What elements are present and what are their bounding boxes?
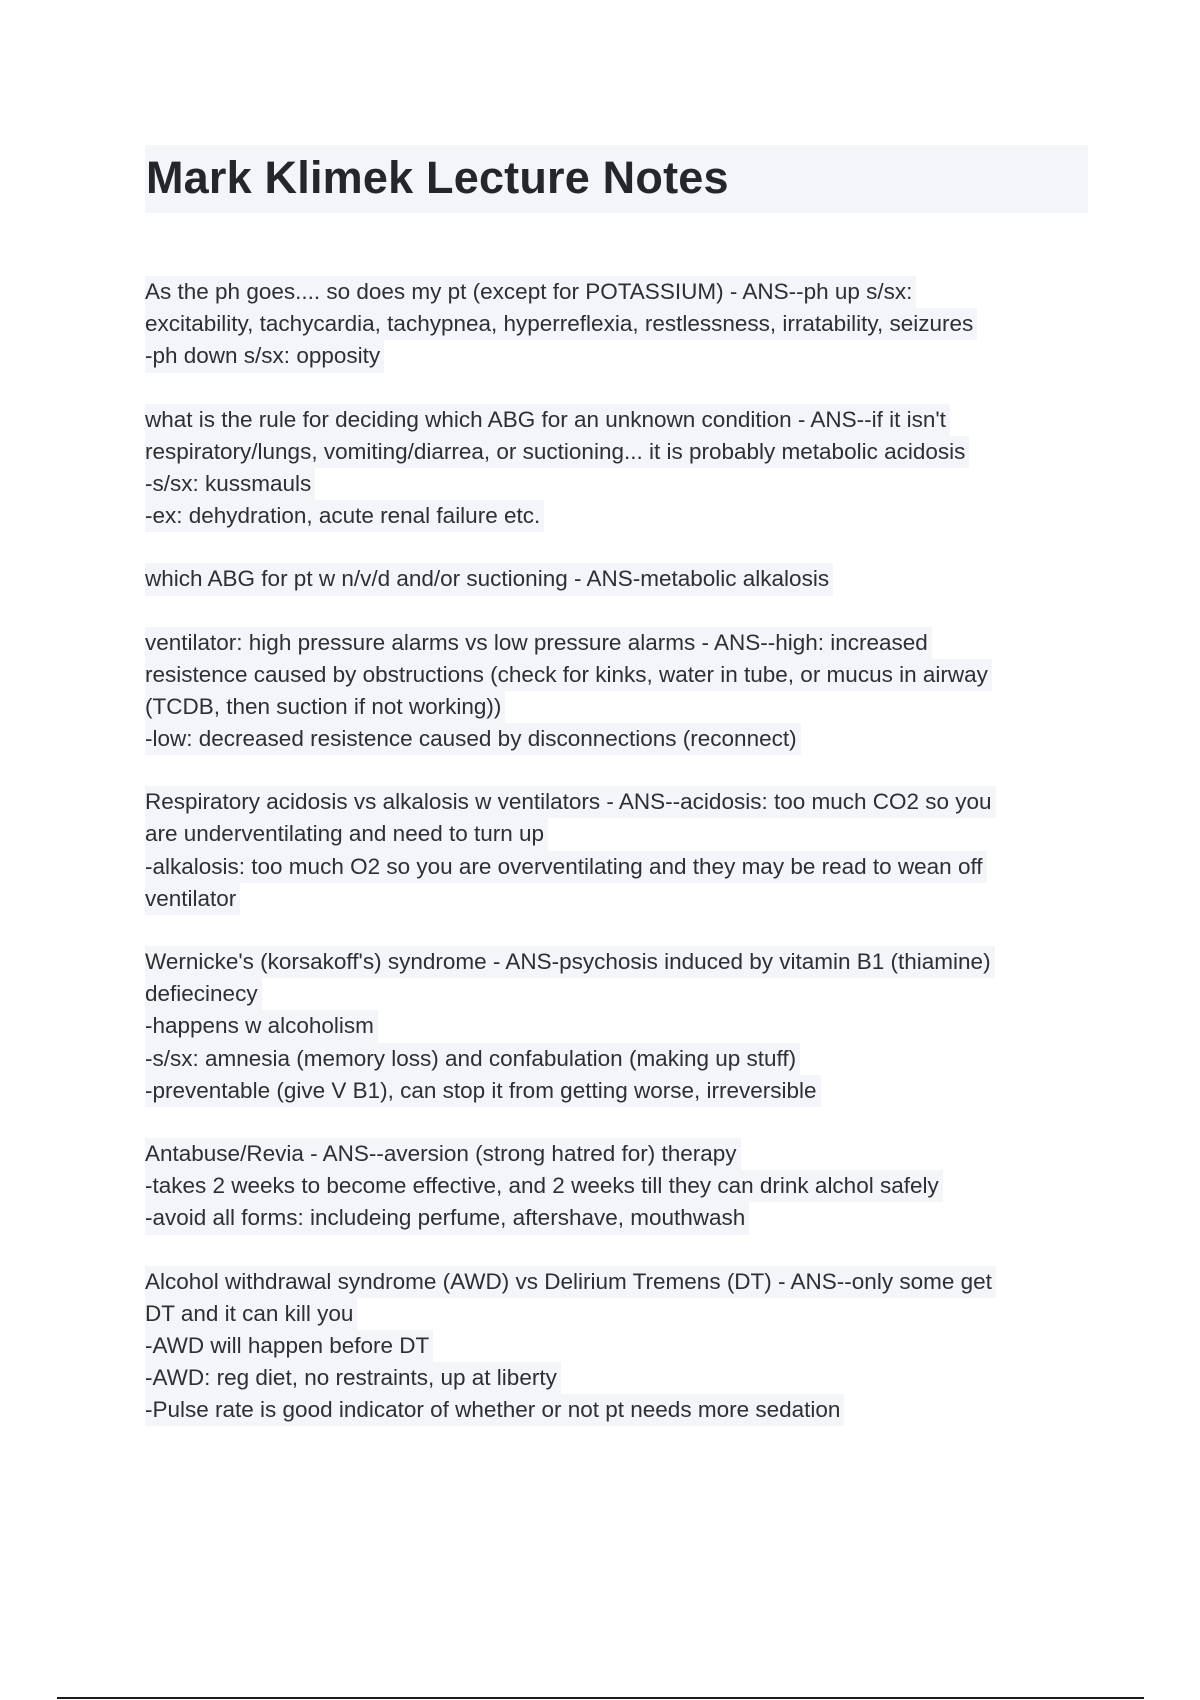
note-line-row: [145, 563, 1085, 595]
note-line-row: [145, 436, 1085, 468]
page-title: Mark Klimek Lecture Notes: [146, 152, 729, 203]
note-line-row: [145, 1298, 1085, 1330]
note-block: [145, 276, 1085, 373]
note-block: [145, 404, 1085, 533]
note-line-row: [145, 659, 1085, 691]
note-line-row: [145, 1010, 1085, 1042]
note-line: are underventilating and need to turn up: [145, 818, 548, 850]
note-line: -low: decreased resistence caused by disconnections (reconnect): [145, 723, 801, 755]
note-line-row: [145, 500, 1085, 532]
note-line: -alkalosis: too much O2 so you are overventilating and they may be read to wean off: [145, 851, 987, 883]
note-line: excitability, tachycardia, tachypnea, hyperreflexia, restlessness, irratability, seizures: [145, 308, 977, 340]
note-line: -s/sx: kussmauls: [145, 468, 315, 500]
note-line: -ph down s/sx: opposity: [145, 340, 384, 372]
note-line: defiecinecy: [145, 978, 262, 1010]
note-line-row: [145, 786, 1085, 818]
note-line: respiratory/lungs, vomiting/diarrea, or suctioning... it is probably metabolic acidosis: [145, 436, 969, 468]
note-line: -AWD: reg diet, no restraints, up at liberty: [145, 1362, 561, 1394]
note-line: -takes 2 weeks to become effective, and 2 weeks till they can drink alchol safely: [145, 1170, 943, 1202]
note-line-row: [145, 818, 1085, 850]
note-line: -avoid all forms: includeing perfume, aftershave, mouthwash: [145, 1202, 749, 1234]
note-line-row: [145, 1330, 1085, 1362]
note-line-row: [145, 723, 1085, 755]
note-line: Wernicke's (korsakoff's) syndrome - ANS-psychosis induced by vitamin B1 (thiamine): [145, 946, 995, 978]
note-line-row: [145, 1362, 1085, 1394]
note-line: ventilator: [145, 883, 240, 915]
note-line: -preventable (give V B1), can stop it from getting worse, irreversible: [145, 1075, 821, 1107]
note-line-row: [145, 1075, 1085, 1107]
note-block: [145, 946, 1085, 1107]
note-line-row: [145, 1394, 1085, 1426]
note-line-row: [145, 946, 1085, 978]
footer-divider: [57, 1697, 1144, 1699]
note-block: [145, 627, 1085, 756]
note-line: (TCDB, then suction if not working)): [145, 691, 505, 723]
note-line-row: [145, 883, 1085, 915]
note-line-row: [145, 276, 1085, 308]
note-line: resistence caused by obstructions (check for kinks, water in tube, or mucus in airway: [145, 659, 992, 691]
note-line: -AWD will happen before DT: [145, 1330, 433, 1362]
note-line: DT and it can kill you: [145, 1298, 357, 1330]
note-block: [145, 563, 1085, 595]
notes-list: [145, 276, 1085, 1457]
note-line-row: [145, 1266, 1085, 1298]
note-line-row: [145, 691, 1085, 723]
note-line: which ABG for pt w n/v/d and/or suctioning - ANS-metabolic alkalosis: [145, 563, 833, 595]
note-line: Respiratory acidosis vs alkalosis w ventilators - ANS--acidosis: too much CO2 so you: [145, 786, 996, 818]
note-line-row: [145, 1202, 1085, 1234]
note-line-row: [145, 404, 1085, 436]
note-line: what is the rule for deciding which ABG for an unknown condition - ANS--if it isn't: [145, 404, 950, 436]
note-line-row: [145, 468, 1085, 500]
note-line: -ex: dehydration, acute renal failure etc.: [145, 500, 544, 532]
note-line-row: [145, 340, 1085, 372]
note-line: Alcohol withdrawal syndrome (AWD) vs Delirium Tremens (DT) - ANS--only some get: [145, 1266, 996, 1298]
note-line-row: [145, 1138, 1085, 1170]
note-line-row: [145, 627, 1085, 659]
note-line: -Pulse rate is good indicator of whether or not pt needs more sedation: [145, 1394, 844, 1426]
note-line: Antabuse/Revia - ANS--aversion (strong hatred for) therapy: [145, 1138, 741, 1170]
note-line-row: [145, 851, 1085, 883]
note-line-row: [145, 978, 1085, 1010]
note-line: -happens w alcoholism: [145, 1010, 378, 1042]
note-line: ventilator: high pressure alarms vs low pressure alarms - ANS--high: increased: [145, 627, 932, 659]
note-line-row: [145, 308, 1085, 340]
note-line-row: [145, 1170, 1085, 1202]
note-block: [145, 786, 1085, 915]
note-block: [145, 1138, 1085, 1235]
note-line-row: [145, 1043, 1085, 1075]
note-line: -s/sx: amnesia (memory loss) and confabulation (making up stuff): [145, 1043, 800, 1075]
note-block: [145, 1266, 1085, 1427]
note-line: As the ph goes.... so does my pt (except for POTASSIUM) - ANS--ph up s/sx:: [145, 276, 916, 308]
